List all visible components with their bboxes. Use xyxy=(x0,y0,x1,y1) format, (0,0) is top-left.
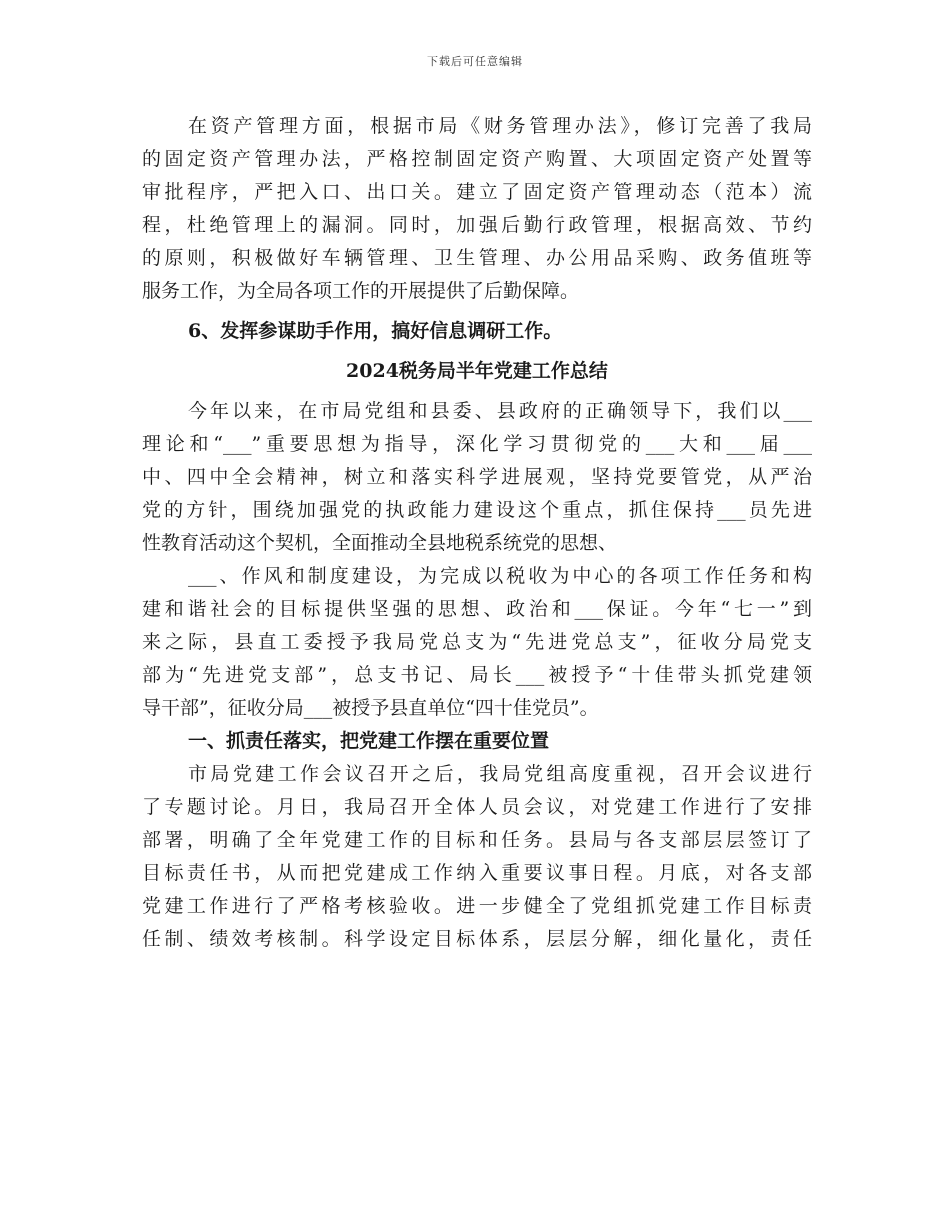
paragraph-line: 任制、绩效考核制。科学设定目标体系，层层分解，细化量化，责任 xyxy=(142,928,812,950)
paragraph-line: 市局党建工作会议召开之后，我局党组高度重视，召开会议进行 xyxy=(188,763,812,785)
paragraph-line: ___、作风和制度建设，为完成以税收为中心的各项工作任务和构 xyxy=(188,565,812,587)
paragraph-line: 服务工作，为全局各项工作的开展提供了后勤保障。 xyxy=(142,280,580,302)
document-body xyxy=(142,110,812,956)
paragraph-line: 的原则，积极做好车辆管理、卫生管理、办公用品采购、政务值班等 xyxy=(142,247,812,269)
document-title: 2024税务局半年党建工作总结 xyxy=(346,360,608,382)
section-heading: 一、抓责任落实，把党建工作摆在重要位置 xyxy=(188,730,550,752)
paragraph-line: 导干部”，征收分局___被授予县直单位“四十佳党员”。 xyxy=(142,697,599,719)
paragraph-line: 在资产管理方面，根据市局《财务管理办法》，修订完善了我局 xyxy=(188,115,812,137)
page-header-note: 下载后可任意编辑 xyxy=(427,55,523,68)
paragraph-line: 党建工作进行了严格考核验收。进一步健全了党组抓党建工作目标责 xyxy=(142,895,812,917)
paragraph-line: 审批程序，严把入口、出口关。建立了固定资产管理动态（范本）流 xyxy=(142,181,812,203)
paragraph-line: 性教育活动这个契机，全面推动全县地税系统党的思想、 xyxy=(142,532,618,554)
paragraph-line: 程，杜绝管理上的漏洞。同时，加强后勤行政管理，根据高效、节约 xyxy=(142,214,812,236)
paragraph-line: 建和谐社会的目标提供坚强的思想、政治和___保证。今年“七一”到 xyxy=(142,598,812,620)
paragraph-line: 党的方针，围绕加强党的执政能力建设这个重点，抓住保持___员先进 xyxy=(142,499,812,521)
paragraph-line: 中、四中全会精神，树立和落实科学进展观，坚持党要管党，从严治 xyxy=(142,466,812,488)
paragraph-line: 今年以来，在市局党组和县委、县政府的正确领导下，我们以___ xyxy=(188,400,812,422)
paragraph-line: 的固定资产管理办法，严格控制固定资产购置、大项固定资产处置等 xyxy=(142,148,812,170)
paragraph-line: 部为“先进党支部”，总支书记、局长___被授予“十佳带头抓党建领 xyxy=(142,664,812,686)
paragraph-line: 来之际，县直工委授予我局党总支为“先进党总支”，征收分局党支 xyxy=(142,631,812,653)
section-heading: 6、发挥参谋助手作用，搞好信息调研工作。 xyxy=(188,320,563,342)
paragraph-line: 部署，明确了全年党建工作的目标和任务。县局与各支部层层签订了 xyxy=(142,829,812,851)
paragraph-line: 目标责任书，从而把党建成工作纳入重要议事日程。月底，对各支部 xyxy=(142,862,812,884)
paragraph-line: 了专题讨论。月日，我局召开全体人员会议，对党建工作进行了安排 xyxy=(142,796,812,818)
paragraph-line: 理论和“___”重要思想为指导，深化学习贯彻党的___大和___届___ xyxy=(142,433,812,455)
